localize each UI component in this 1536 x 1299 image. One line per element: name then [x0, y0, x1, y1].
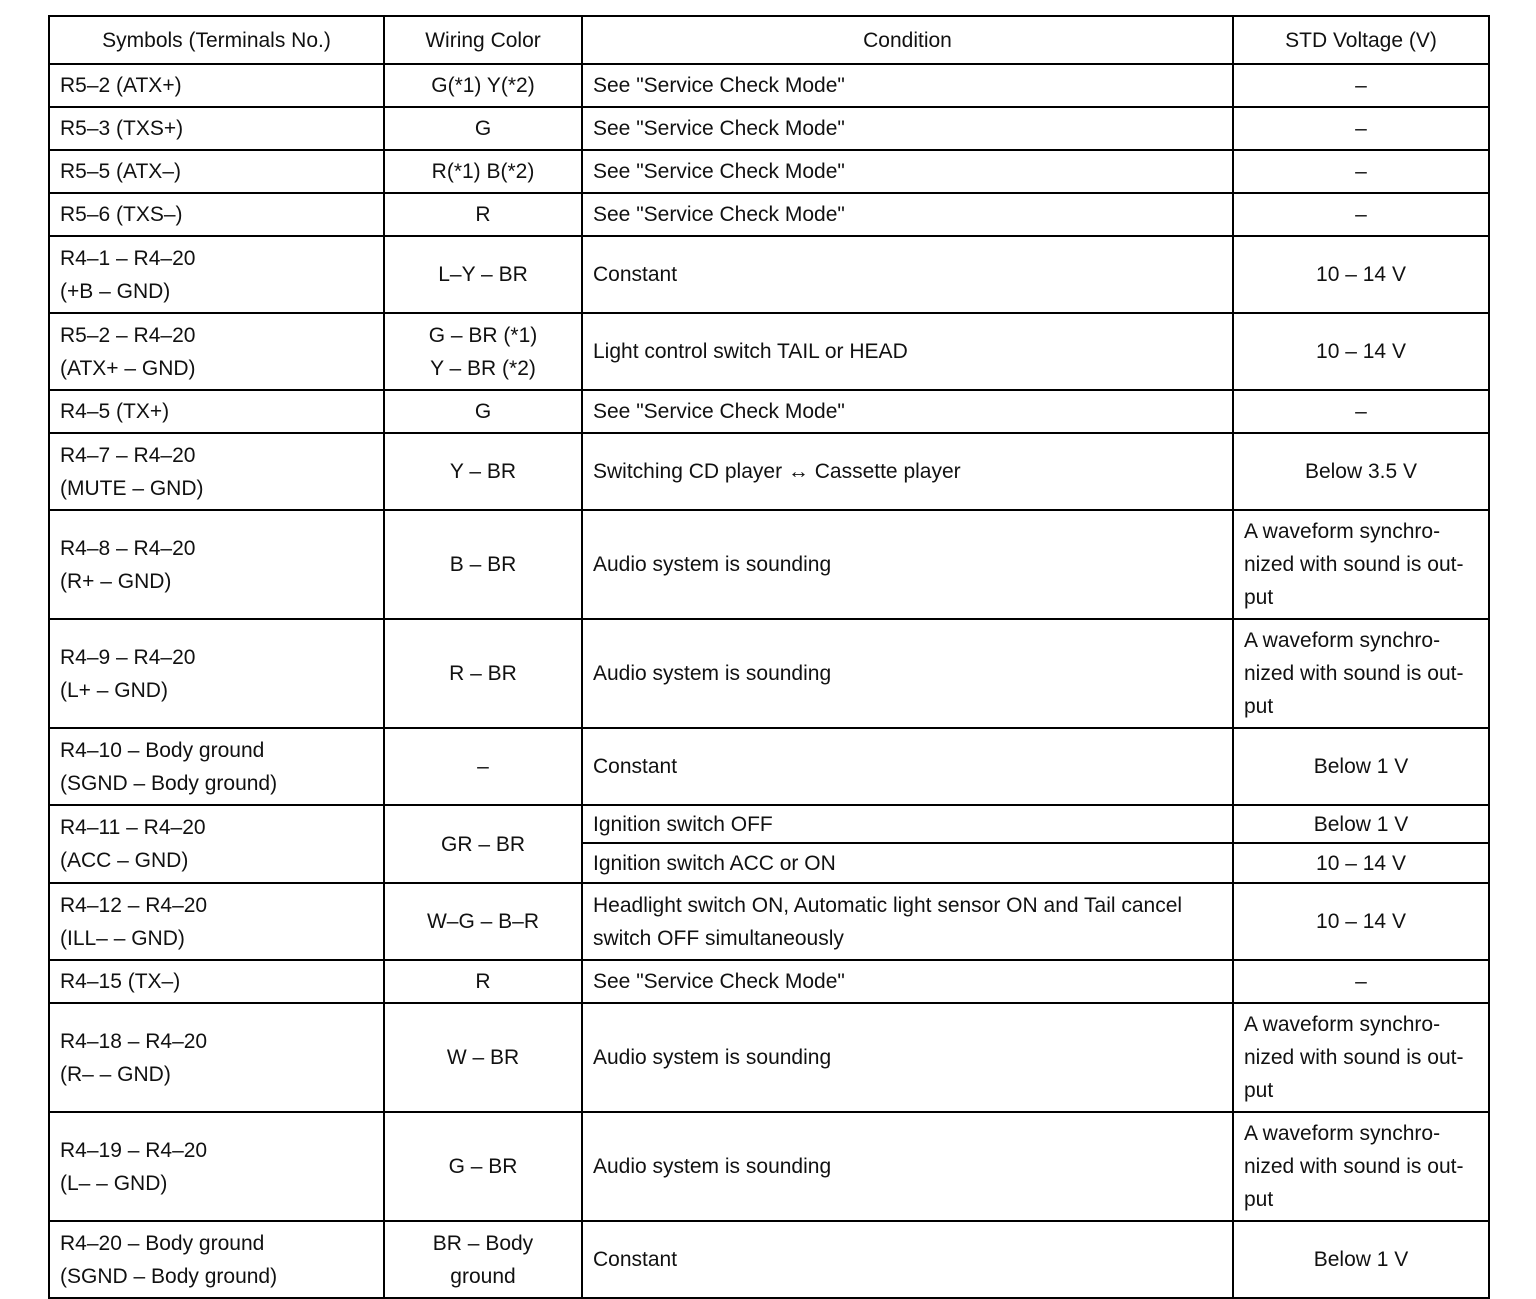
wiring-color-cell: [384, 390, 582, 433]
std-voltage-cell-line: nized with sound is out-: [1244, 553, 1464, 576]
symbol-cell-line: (MUTE – GND): [60, 476, 204, 500]
table-row: [49, 805, 1489, 843]
header-condition: Condition: [582, 16, 1233, 64]
table-row: [49, 510, 1489, 619]
table-row: [49, 390, 1489, 433]
header-wiring-color: Wiring Color: [384, 16, 582, 64]
std-voltage-cell-line: A waveform synchro-: [1244, 1122, 1441, 1145]
condition-cell: See "Service Check Mode": [582, 390, 1233, 433]
symbol-cell-line: R4–8 – R4–20: [60, 536, 196, 560]
symbol-cell-line: (ATX+ – GND): [60, 356, 196, 380]
symbol-cell: [49, 960, 384, 1003]
std-voltage-cell-line: nized with sound is out-: [1244, 1046, 1464, 1069]
wiring-color-cell-line: R: [475, 970, 491, 993]
symbol-cell-line: R4–1 – R4–20: [60, 246, 196, 270]
std-voltage-cell: 10 – 14 V: [1233, 883, 1489, 960]
symbol-cell-line: R4–5 (TX+): [60, 400, 170, 423]
symbol-cell-line: (L– – GND): [60, 1171, 168, 1195]
std-voltage-cell: Below 1 V: [1233, 728, 1489, 805]
symbol-cell: [49, 107, 384, 150]
wiring-color-cell-line: G – BR: [448, 1155, 518, 1178]
symbol-cell: [49, 883, 384, 960]
wiring-color-cell: [384, 1003, 582, 1112]
std-voltage-cell-line: A waveform synchro-: [1244, 629, 1441, 652]
wiring-color-cell-line: W–G – B–R: [426, 910, 540, 933]
symbol-cell: [49, 619, 384, 728]
wiring-color-cell-line: R: [475, 203, 491, 226]
wiring-color-cell: [384, 728, 582, 805]
symbol-cell-line: R4–15 (TX–): [60, 970, 181, 993]
std-voltage-cell: Below 3.5 V: [1233, 433, 1489, 510]
table-row: [49, 64, 1489, 107]
wiring-color-cell-line: GR – BR: [440, 832, 526, 856]
symbol-cell-line: (R– – GND): [60, 1062, 171, 1086]
std-voltage-cell: [1233, 1112, 1489, 1221]
symbol-cell: [49, 236, 384, 313]
std-voltage-cell-line: put: [1244, 1079, 1274, 1102]
condition-cell: Headlight switch ON, Automatic light sensor ON and Tail cancel switch OFF simultaneously: [582, 883, 1233, 960]
symbol-cell-line: R5–3 (TXS+): [60, 117, 184, 140]
wiring-color-cell: [384, 883, 582, 960]
wiring-color-cell-line: R – BR: [449, 662, 517, 685]
std-voltage-cell: Below 1 V: [1233, 1221, 1489, 1298]
symbol-cell: [49, 805, 384, 883]
std-voltage-cell-line: nized with sound is out-: [1244, 662, 1464, 685]
std-voltage-cell: –: [1233, 960, 1489, 1003]
wiring-color-cell-line: R(*1) B(*2): [431, 160, 535, 183]
table-row: [49, 1221, 1489, 1298]
table-row: [49, 1112, 1489, 1221]
table-row: [49, 960, 1489, 1003]
wiring-color-cell: [384, 510, 582, 619]
table-row: [49, 150, 1489, 193]
symbol-cell-line: R4–9 – R4–20: [60, 645, 196, 669]
condition-cell: Light control switch TAIL or HEAD: [582, 313, 1233, 390]
std-voltage-cell-line: put: [1244, 1188, 1274, 1211]
std-voltage-cell-line: put: [1244, 586, 1274, 609]
std-voltage-cell: –: [1233, 193, 1489, 236]
terminal-voltage-table: [48, 15, 1490, 1299]
symbol-cell: [49, 193, 384, 236]
symbol-cell-line: R5–2 (ATX+): [60, 74, 182, 97]
wiring-color-cell: [384, 1221, 582, 1298]
symbol-cell-line: R5–2 – R4–20: [60, 323, 196, 347]
condition-cell: Audio system is sounding: [582, 1112, 1233, 1221]
table-row: [49, 193, 1489, 236]
condition-cell: Ignition switch OFF: [582, 805, 1233, 843]
symbol-cell-line: (ACC – GND): [60, 849, 189, 872]
symbol-cell-line: (SGND – Body ground): [60, 771, 278, 795]
wiring-color-cell-line: G: [474, 117, 492, 140]
wiring-color-cell-line: G – BR (*1): [428, 323, 538, 347]
header-std-voltage: STD Voltage (V): [1233, 16, 1489, 64]
table-row: [49, 433, 1489, 510]
condition-cell: See "Service Check Mode": [582, 193, 1233, 236]
symbol-cell-line: R5–6 (TXS–): [60, 203, 183, 226]
std-voltage-cell: –: [1233, 390, 1489, 433]
table-body: [49, 64, 1489, 1298]
symbol-cell-line: R4–7 – R4–20: [60, 443, 196, 467]
wiring-color-cell: [384, 1112, 582, 1221]
std-voltage-cell: 10 – 14 V: [1233, 843, 1489, 883]
symbol-cell-line: R4–11 – R4–20: [60, 816, 206, 839]
wiring-color-cell: [384, 150, 582, 193]
wiring-color-cell: [384, 960, 582, 1003]
table-row: [49, 236, 1489, 313]
std-voltage-cell: –: [1233, 107, 1489, 150]
wiring-color-cell-line: ground: [450, 1264, 516, 1288]
wiring-color-cell: [384, 236, 582, 313]
std-voltage-cell: 10 – 14 V: [1233, 313, 1489, 390]
std-voltage-cell-line: A waveform synchro-: [1244, 520, 1441, 543]
symbol-cell: [49, 390, 384, 433]
condition-cell: Ignition switch ACC or ON: [582, 843, 1233, 883]
wiring-color-cell-line: L–Y – BR: [438, 263, 528, 286]
std-voltage-cell: [1233, 619, 1489, 728]
wiring-color-cell-line: –: [477, 755, 489, 778]
header-symbols: Symbols (Terminals No.): [49, 16, 384, 64]
table-row: [49, 728, 1489, 805]
condition-cell: Constant: [582, 1221, 1233, 1298]
wiring-color-cell: [384, 805, 582, 883]
symbol-cell-line: R4–10 – Body ground: [60, 738, 265, 762]
symbol-cell-line: R4–12 – R4–20: [60, 893, 208, 917]
table-header-row: [49, 16, 1489, 64]
std-voltage-cell: [1233, 510, 1489, 619]
wiring-color-cell: [384, 619, 582, 728]
wiring-color-cell: [384, 433, 582, 510]
wiring-color-cell: [384, 193, 582, 236]
condition-cell: Audio system is sounding: [582, 1003, 1233, 1112]
symbol-cell: [49, 728, 384, 805]
symbol-cell: [49, 1003, 384, 1112]
std-voltage-cell-line: nized with sound is out-: [1244, 1155, 1464, 1178]
wiring-color-cell-line: W – BR: [446, 1046, 520, 1069]
condition-cell: See "Service Check Mode": [582, 960, 1233, 1003]
table-row: [49, 313, 1489, 390]
condition-cell: Audio system is sounding: [582, 510, 1233, 619]
std-voltage-cell: –: [1233, 150, 1489, 193]
condition-cell: See "Service Check Mode": [582, 64, 1233, 107]
symbol-cell-line: R4–18 – R4–20: [60, 1029, 208, 1053]
symbol-cell-line: R4–20 – Body ground: [60, 1231, 265, 1255]
table-row: [49, 619, 1489, 728]
condition-cell: See "Service Check Mode": [582, 107, 1233, 150]
wiring-color-cell-line: Y – BR: [449, 460, 517, 483]
symbol-cell-line: (R+ – GND): [60, 569, 172, 593]
symbol-cell-line: (+B – GND): [60, 279, 171, 303]
wiring-color-cell-line: G(*1) Y(*2): [431, 74, 535, 97]
symbol-cell-line: (ILL– – GND): [60, 926, 185, 950]
wiring-color-cell-line: B – BR: [449, 553, 517, 576]
wiring-color-cell: [384, 107, 582, 150]
std-voltage-cell: –: [1233, 64, 1489, 107]
table-row: [49, 107, 1489, 150]
std-voltage-cell: 10 – 14 V: [1233, 236, 1489, 313]
symbol-cell: [49, 64, 384, 107]
wiring-color-cell: [384, 64, 582, 107]
wiring-color-cell-line: G: [474, 400, 492, 423]
condition-cell: See "Service Check Mode": [582, 150, 1233, 193]
std-voltage-cell-line: A waveform synchro-: [1244, 1013, 1441, 1036]
symbol-cell-line: R5–5 (ATX–): [60, 160, 181, 183]
symbol-cell-line: (SGND – Body ground): [60, 1264, 278, 1288]
symbol-cell-line: R4–19 – R4–20: [60, 1138, 208, 1162]
symbol-cell: [49, 1221, 384, 1298]
symbol-cell: [49, 313, 384, 390]
condition-cell: Switching CD player ↔ Cassette player: [582, 433, 1233, 510]
condition-cell: Constant: [582, 728, 1233, 805]
table-row: [49, 1003, 1489, 1112]
condition-cell: Constant: [582, 236, 1233, 313]
symbol-cell-line: (L+ – GND): [60, 678, 168, 702]
wiring-color-cell-line: BR – Body: [432, 1231, 534, 1255]
std-voltage-cell-line: put: [1244, 695, 1274, 718]
wiring-color-cell-line: Y – BR (*2): [430, 356, 536, 380]
condition-cell: Audio system is sounding: [582, 619, 1233, 728]
symbol-cell: [49, 510, 384, 619]
symbol-cell: [49, 1112, 384, 1221]
std-voltage-cell: [1233, 1003, 1489, 1112]
table-row: [49, 883, 1489, 960]
std-voltage-cell: Below 1 V: [1233, 805, 1489, 843]
symbol-cell: [49, 433, 384, 510]
wiring-color-cell: [384, 313, 582, 390]
symbol-cell: [49, 150, 384, 193]
